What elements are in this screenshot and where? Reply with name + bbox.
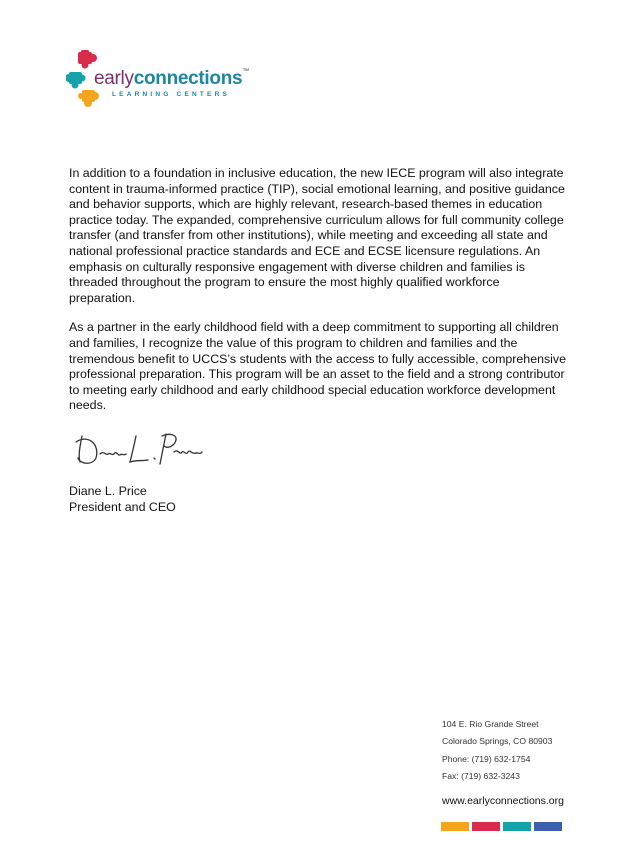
footer-color-bars (441, 822, 562, 831)
handwritten-signature (70, 422, 220, 474)
address-city: Colorado Springs, CO 80903 (442, 736, 553, 747)
address-street: 104 E. Rio Grande Street (442, 719, 539, 729)
logo-tagline: LEARNING CENTERS (112, 91, 231, 98)
color-bar-orange (441, 822, 469, 831)
trademark-symbol: ™ (242, 68, 249, 75)
phone-number: Phone: (719) 632-1754 (442, 753, 531, 764)
color-bar-blue (534, 822, 562, 831)
color-bar-teal (503, 822, 531, 831)
signer-name: Diane L. Price (69, 484, 147, 498)
footer-address (442, 716, 552, 786)
paragraph-2: As a partner in the early childhood field with a deep commitment to supporting all children and families, I recognize the value of this program to children and families and the tremendous benefit to UCCS’s students with the access to fully accessible, comprehensive professional preparation. This program will be an asset to the field and a strong contributor to meeting early childhood and early childhood special education workforce development needs. (69, 320, 567, 413)
letter-body (69, 166, 569, 428)
website-link[interactable]: www.earlyconnections.org (442, 795, 564, 807)
logo-word-early: early (94, 68, 134, 89)
paragraph-1: In addition to a foundation in inclusive education, the new IECE program will also integrate content in trauma-informed practice (TIP), social emotional learning, and positive guidance and behavior supports, which are highly relevant, research-based themes in education practice today. The expanded, comprehensive curriculum allows for full community college transfer (and transfer from other institutions), while meeting and exceeding all state and national professional practice standards and ECE and ECSE licensure regulations. An emphasis on culturally responsive engagement with diverse children and families is threaded throughout the program to ensure the most highly qualified workforce preparation. (69, 166, 565, 305)
logo-wordmark (94, 68, 249, 98)
fax-number: Fax: (719) 632-3243 (442, 771, 520, 782)
logo-word-connections: connections (133, 68, 243, 89)
signer-title: President and CEO (69, 500, 176, 514)
logo (66, 50, 249, 112)
color-bar-red (472, 822, 500, 831)
